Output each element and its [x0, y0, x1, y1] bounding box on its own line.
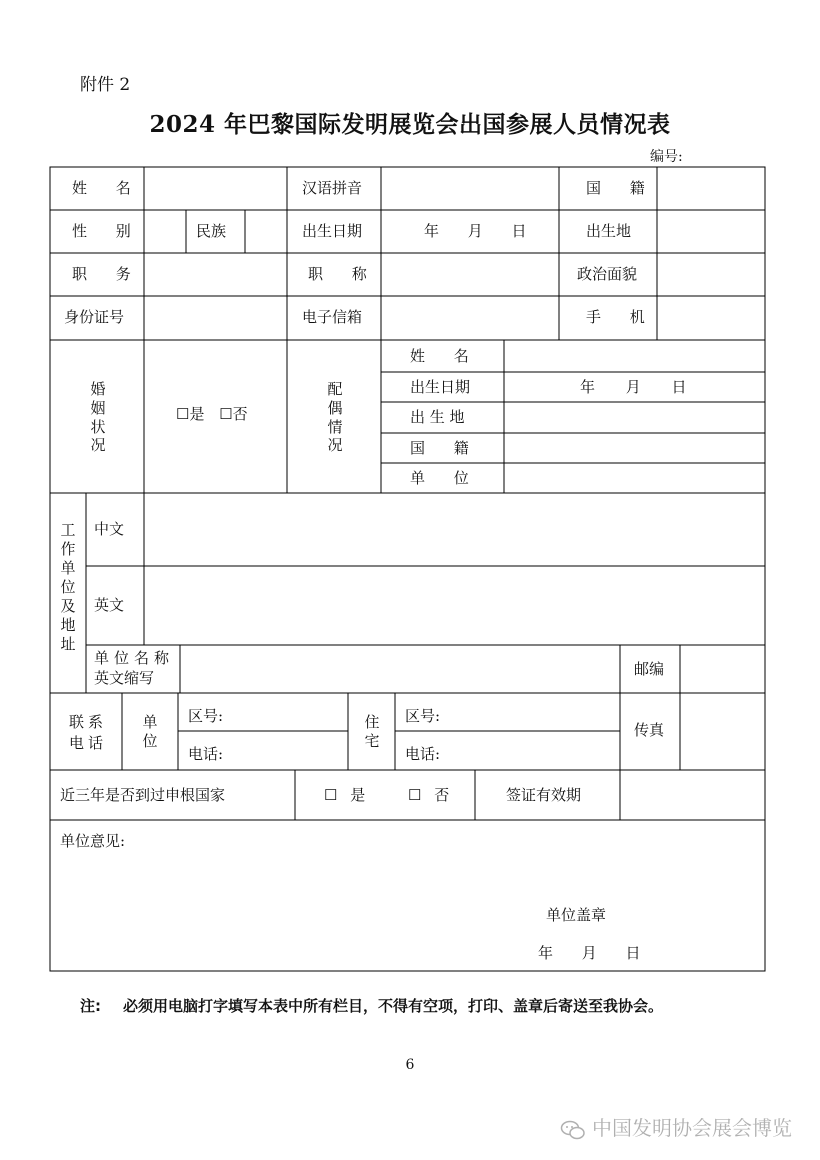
label-spouse-birth-date: 出生日期	[410, 378, 471, 396]
label-title-rank: 职 称	[308, 265, 379, 283]
schengen-no-checkbox[interactable]: ☐ 否	[408, 786, 450, 804]
attachment-label: 附件 2	[80, 75, 131, 95]
label-fax: 传真	[634, 721, 665, 739]
label-ethnicity: 民族	[196, 222, 227, 240]
fax-field[interactable]	[681, 694, 764, 769]
home-area-code-field[interactable]: 区号:	[405, 707, 441, 725]
label-spouse-nationality: 国 籍	[410, 439, 481, 457]
label-gender: 性 别	[72, 222, 143, 240]
name-field[interactable]	[145, 168, 286, 209]
id-number-field[interactable]	[145, 297, 286, 339]
spouse-birth-date-field[interactable]: 年 月 日	[580, 378, 687, 396]
footnote-key: 注:	[80, 997, 101, 1015]
label-work-unit-address: 工作单位及地址	[60, 521, 76, 654]
birth-date-field[interactable]: 年 月 日	[424, 222, 527, 240]
gender-field[interactable]	[145, 211, 185, 252]
label-schengen-question: 近三年是否到过申根国家	[60, 786, 226, 804]
watermark	[560, 1112, 792, 1141]
position-field[interactable]	[145, 254, 286, 295]
label-unit-abbr-line1: 单位名称	[94, 649, 175, 667]
label-unit-opinion: 单位意见:	[60, 832, 126, 850]
serial-number-label: 编号:	[650, 149, 683, 165]
schengen-yes-checkbox[interactable]: ☐ 是	[324, 786, 366, 804]
label-pinyin: 汉语拼音	[302, 179, 363, 197]
mobile-field[interactable]	[658, 297, 764, 339]
unit-opinion-field[interactable]	[51, 855, 764, 905]
label-unit-abbr-line2: 英文缩写	[94, 669, 155, 687]
visa-validity-field[interactable]	[621, 771, 764, 819]
label-spouse-info: 配偶情况	[327, 380, 343, 455]
watermark-text: 中国发明协会展会博览	[592, 1116, 792, 1140]
spouse-name-field[interactable]	[505, 341, 764, 371]
email-field[interactable]	[382, 297, 558, 339]
spouse-employer-field[interactable]	[505, 464, 764, 492]
label-english: 英文	[94, 596, 125, 614]
label-contact-phone: 联系电话	[68, 713, 107, 752]
label-email: 电子信箱	[302, 308, 363, 326]
label-visa-validity: 签证有效期	[506, 786, 582, 804]
work-area-code-field[interactable]: 区号:	[188, 707, 224, 725]
label-unit-seal: 单位盖章	[546, 906, 607, 924]
label-chinese: 中文	[94, 520, 125, 538]
nationality-field[interactable]	[658, 168, 764, 209]
spouse-nationality-field[interactable]	[505, 434, 764, 462]
wechat-icon	[560, 1120, 586, 1140]
title-rank-field[interactable]	[382, 254, 558, 295]
label-nationality: 国 籍	[586, 179, 657, 197]
home-phone-field[interactable]: 电话:	[405, 745, 441, 763]
footnote	[80, 995, 663, 1016]
label-mobile: 手 机	[586, 308, 657, 326]
form-title: 2024 年巴黎国际发明展览会出国参展人员情况表	[149, 111, 671, 138]
work-phone-field[interactable]: 电话:	[188, 745, 224, 763]
birthplace-field[interactable]	[658, 211, 764, 252]
label-spouse-birthplace: 出 生 地	[410, 408, 465, 426]
label-spouse-name: 姓 名	[410, 347, 481, 365]
marital-status-checkboxes[interactable]: ☐是 ☐否	[176, 405, 248, 423]
label-marital-status: 婚姻状况	[90, 380, 106, 455]
political-status-field[interactable]	[658, 254, 764, 295]
work-unit-chinese-field[interactable]	[145, 494, 764, 565]
label-home-phone: 住宅	[364, 713, 380, 750]
label-birthplace: 出生地	[586, 222, 632, 240]
label-spouse-employer: 单 位	[410, 469, 481, 487]
footnote-text: 必须用电脑打字填写本表中所有栏目，不得有空项，打印、盖章后寄送至我协会。	[123, 997, 664, 1015]
postcode-field[interactable]	[681, 646, 764, 692]
opinion-date-field[interactable]: 年 月 日	[538, 944, 641, 962]
unit-abbr-field[interactable]	[181, 646, 619, 692]
label-position: 职 务	[72, 265, 143, 283]
pinyin-field[interactable]	[382, 168, 558, 209]
label-birth-date: 出生日期	[302, 222, 363, 240]
label-name: 姓 名	[72, 179, 143, 197]
work-unit-english-field[interactable]	[145, 567, 764, 644]
label-political-status: 政治面貌	[577, 265, 638, 283]
label-id-number: 身份证号	[64, 308, 125, 326]
ethnicity-field[interactable]	[246, 211, 286, 252]
label-postcode: 邮编	[634, 660, 665, 678]
spouse-birthplace-field[interactable]	[505, 403, 764, 432]
label-work-phone: 单位	[142, 713, 158, 750]
page-number: 6	[405, 1057, 415, 1073]
